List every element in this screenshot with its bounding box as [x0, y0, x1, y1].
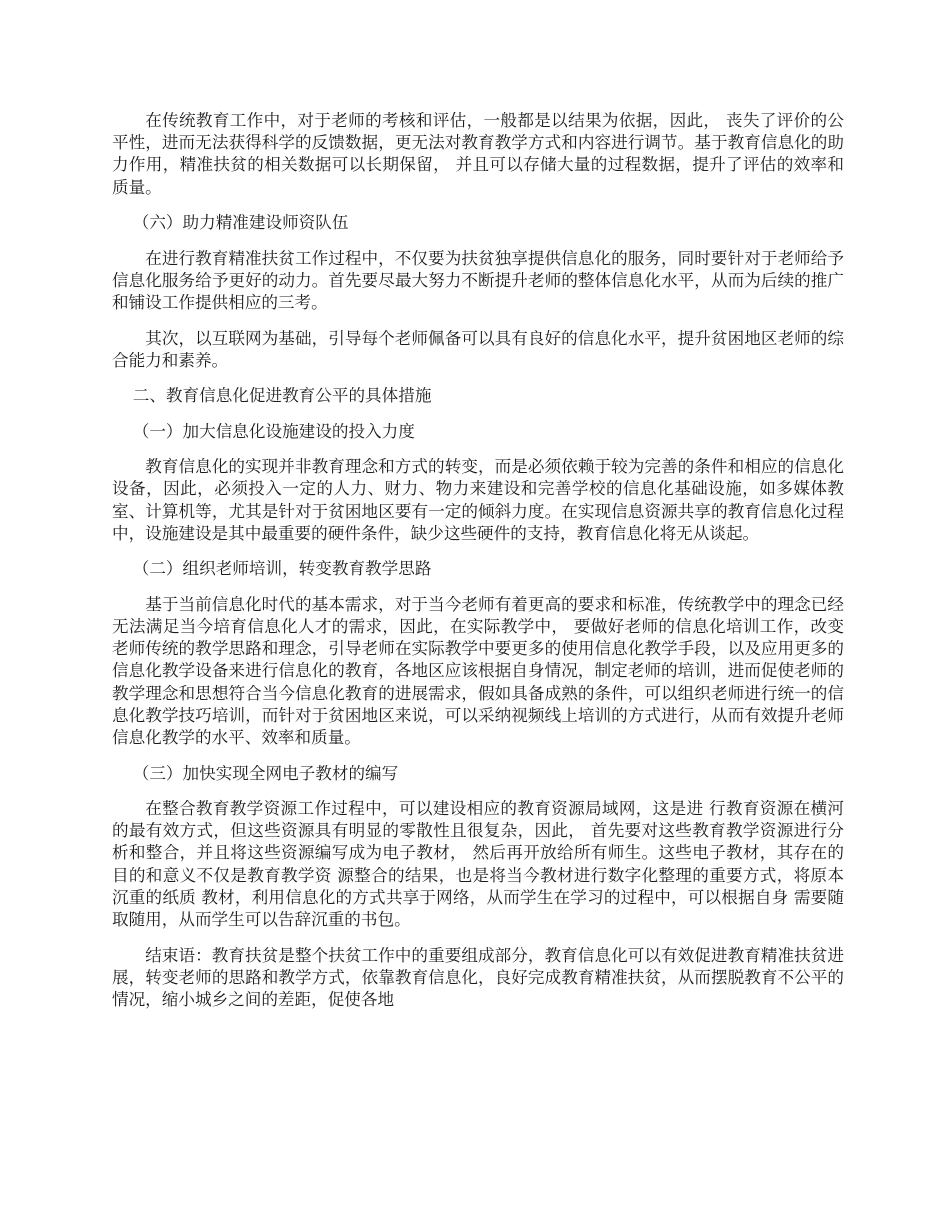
paragraph-teacher-training: 基于当前信息化时代的基本需求，对于当今老师有着更高的要求和标准，传统教学中的理念已经无法满足当今培育信息化人才的需求，因此，在实际教学中， 要做好老师的信息化培训工作，改变老师传统的教学思路和理念，引导老师在实际教学中要更多的使用信息化教学手段，以及应用更多的信息化教学设备来进行信息化的教育，各地区应该根据自身情况，制定老师的培训，进而促使老师的教学理念和思想符合当今信息化教育的进展需求，假如具备成熟的条件，可以组织老师进行统一的信息化教学技巧培训，而针对于贫困地区来说，可以采纳视频线上培训的方式进行，从而有效提升老师信息化教学的水平、效率和质量。 [112, 594, 844, 748]
section-heading-teacher-team: （六）助力精准建设师资队伍 [132, 213, 349, 233]
paragraph-e-textbooks: 在整合教育教学资源工作过程中，可以建设相应的教育资源局域网，这是进 行教育资源在横河的最有效方式，但这些资源具有明显的零散性且很复杂，因此， 首先要对这些教育教学资源进行分析和整合，并且将这些资源编写成为电子教材， 然后再开放给所有师生。这些电子教材，其存在的目的和意义不仅是教育教学资 源整合的结果，也是将当今教材进行数字化整理的重要方式，将原本沉重的纸质 教材，利用信息化的方式共享于网络，从而学生在学习的过程中，可以根据自身 需要随取随用，从而学生可以告辞沉重的书包。 [112, 799, 844, 930]
paragraph-internet-basis: 其次，以互联网为基础，引导每个老师佩备可以具有良好的信息化水平，提升贫困地区老师的综合能力和素养。 [112, 328, 844, 370]
paragraph-conclusion: 结束语：教育扶贫是整个扶贫工作中的重要组成部分，教育信息化可以有效促进教育精准扶贫进展，转变老师的思路和教学方式，依靠教育信息化，良好完成教育精准扶贫，从而摆脱教育不公平的情况，缩小城乡之间的差距，促使各地 [112, 945, 844, 1009]
section-heading-infrastructure: （一）加大信息化设施建设的投入力度 [132, 421, 415, 441]
paragraph-infrastructure: 教育信息化的实现并非教育理念和方式的转变，而是必须依赖于较为完善的条件和相应的信息化设备，因此，必须投入一定的人力、财力、物力来建设和完善学校的信息化基础设施，如多媒体教室、计算机等，尤其是针对于贫困地区要有一定的倾斜力度。在实现信息资源共享的教育信息化过程中，设施建设是其中最重要的硬件条件，缺少这些硬件的支持，教育信息化将无从谈起。 [112, 457, 844, 543]
chapter-heading-measures: 二、教育信息化促进教育公平的具体措施 [132, 386, 432, 406]
document-body [112, 110, 844, 1024]
paragraph-informatization-service: 在进行教育精准扶贫工作过程中，不仅要为扶贫独享提供信息化的服务，同时要针对于老师给予信息化服务给予更好的动力。首先要尽最大努力不断提升老师的整体信息化水平，从而为后续的推广和铺设工作提供相应的三考。 [112, 248, 844, 313]
paragraph-evaluation: 在传统教育工作中，对于老师的考核和评估，一般都是以结果为依据，因此， 丧失了评价的公平性，进而无法获得科学的反馈数据，更无法对教育教学方式和内容进行调节。基于教育信息化的助力作用，精准扶贫的相关数据可以长期保留， 并且可以存储大量的过程数据，提升了评估的效率和质量。 [112, 111, 844, 197]
section-heading-teacher-training: （二）组织老师培训，转变教育教学思路 [132, 559, 432, 579]
section-heading-e-textbooks: （三）加快实现全网电子教材的编写 [132, 763, 399, 783]
